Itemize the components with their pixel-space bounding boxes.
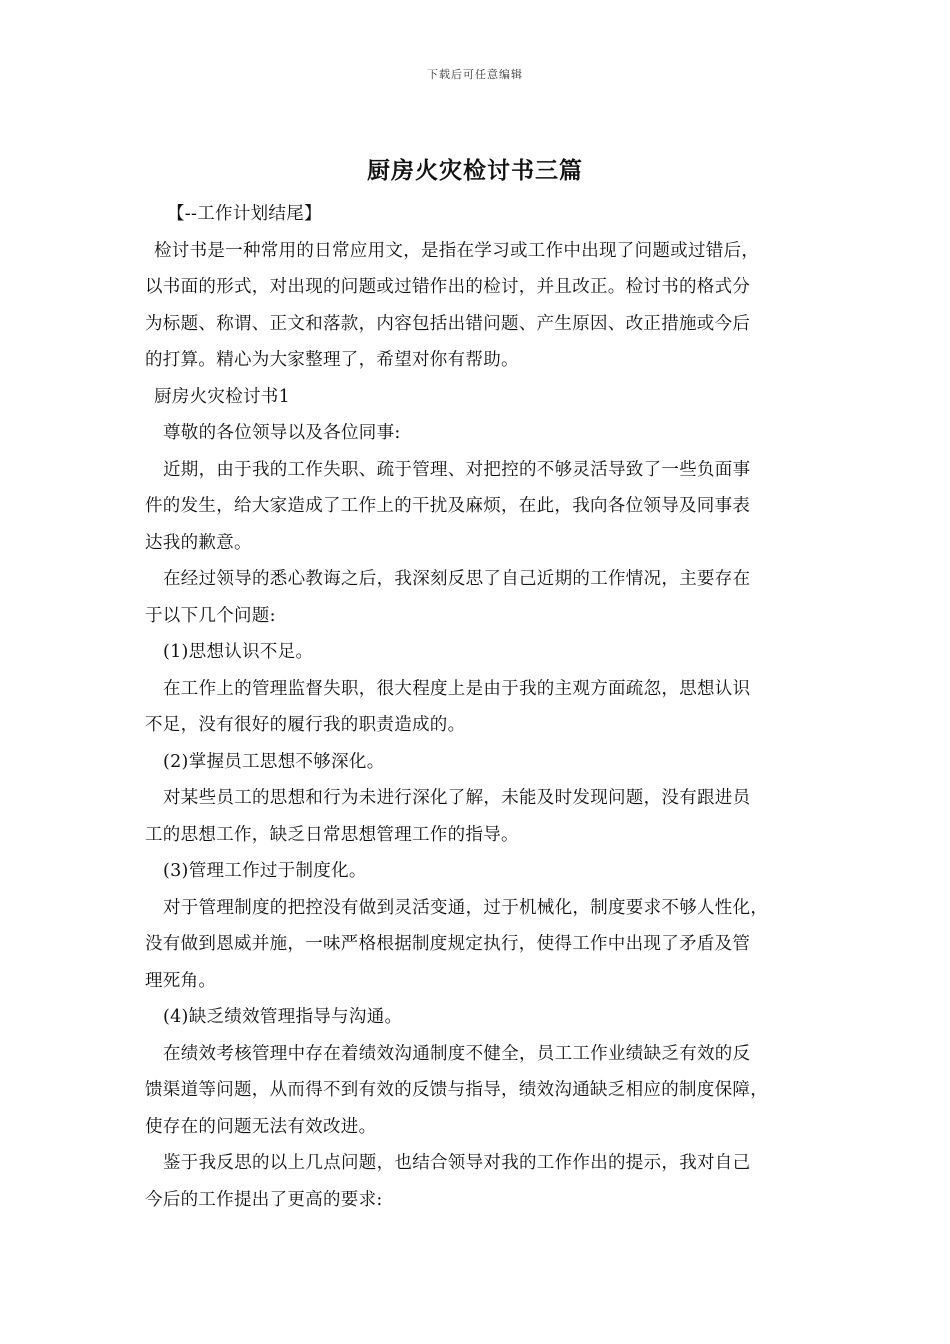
body-text-line: 使存在的问题无法有效改进。 [145, 1116, 377, 1137]
body-text-line: 尊敬的各位领导以及各位同事: [163, 423, 401, 443]
body-text-line: 近期，由于我的工作失职、疏于管理、对把控的不够灵活导致了一些负面事 [163, 459, 751, 480]
body-text-line: 没有做到恩威并施，一味严格根据制度规定执行，使得工作中出现了矛盾及管 [145, 934, 751, 954]
body-text-line: (1)思想认识不足。 [163, 642, 314, 662]
body-text-line: 对于管理制度的把控没有做到灵活变通，过于机械化，制度要求不够人性化， [163, 897, 769, 918]
body-text-line: 理死角。 [145, 970, 217, 991]
body-text-line: 为标题、称谓、正文和落款，内容包括出错问题、产生原因、改正措施或今后 [145, 313, 751, 334]
body-text-line: 不足，没有很好的履行我的职责造成的。 [145, 715, 466, 735]
body-text-line: 在绩效考核管理中存在着绩效沟通制度不健全，员工工作业绩缺乏有效的反 [163, 1043, 751, 1064]
page-header: 下载后可任意编辑 [427, 68, 523, 81]
body-text-line: 工的思想工作，缺乏日常思想管理工作的指导。 [145, 824, 519, 845]
body-text-line: 今后的工作提出了更高的要求: [145, 1189, 383, 1210]
body-text-line: 厨房火灾检讨书1 [154, 386, 291, 407]
body-text-line: (2)掌握员工思想不够深化。 [163, 751, 385, 772]
body-text-line: 馈渠道等问题，从而得不到有效的反馈与指导，绩效沟通缺乏相应的制度保障， [145, 1080, 768, 1100]
body-text-line: 的打算。精心为大家整理了，希望对你有帮助。 [145, 350, 519, 370]
body-text-line: 达我的歉意。 [145, 532, 252, 553]
body-text-line: 对某些员工的思想和行为未进行深化了解，未能及时发现问题，没有跟进员 [163, 788, 751, 808]
document-body [145, 196, 813, 1218]
body-text-line: 在经过领导的悉心教诲之后，我深刻反思了自己近期的工作情况，主要存在 [163, 569, 751, 589]
body-text-line: (3)管理工作过于制度化。 [163, 861, 367, 881]
body-text-line: 检讨书是一种常用的日常应用文，是指在学习或工作中出现了问题或过错后， [154, 240, 760, 261]
body-text-line: 鉴于我反思的以上几点问题，也结合领导对我的工作作出的提示，我对自己 [163, 1153, 751, 1173]
body-text-line: 于以下几个问题: [145, 605, 276, 626]
body-text-line: (4)缺乏绩效管理指导与沟通。 [163, 1007, 403, 1027]
document-title: 厨房火灾检讨书三篇 [367, 157, 583, 184]
body-text-line: 在工作上的管理监督失职，很大程度上是由于我的主观方面疏忽，思想认识 [163, 678, 751, 699]
body-text-line: 以书面的形式，对出现的问题或过错作出的检讨，并且改正。检讨书的格式分 [145, 277, 751, 297]
body-text-line: 【--工作计划结尾】 [167, 204, 322, 224]
body-text-line: 件的发生，给大家造成了工作上的干扰及麻烦，在此，我向各位领导及同事表 [145, 496, 751, 516]
